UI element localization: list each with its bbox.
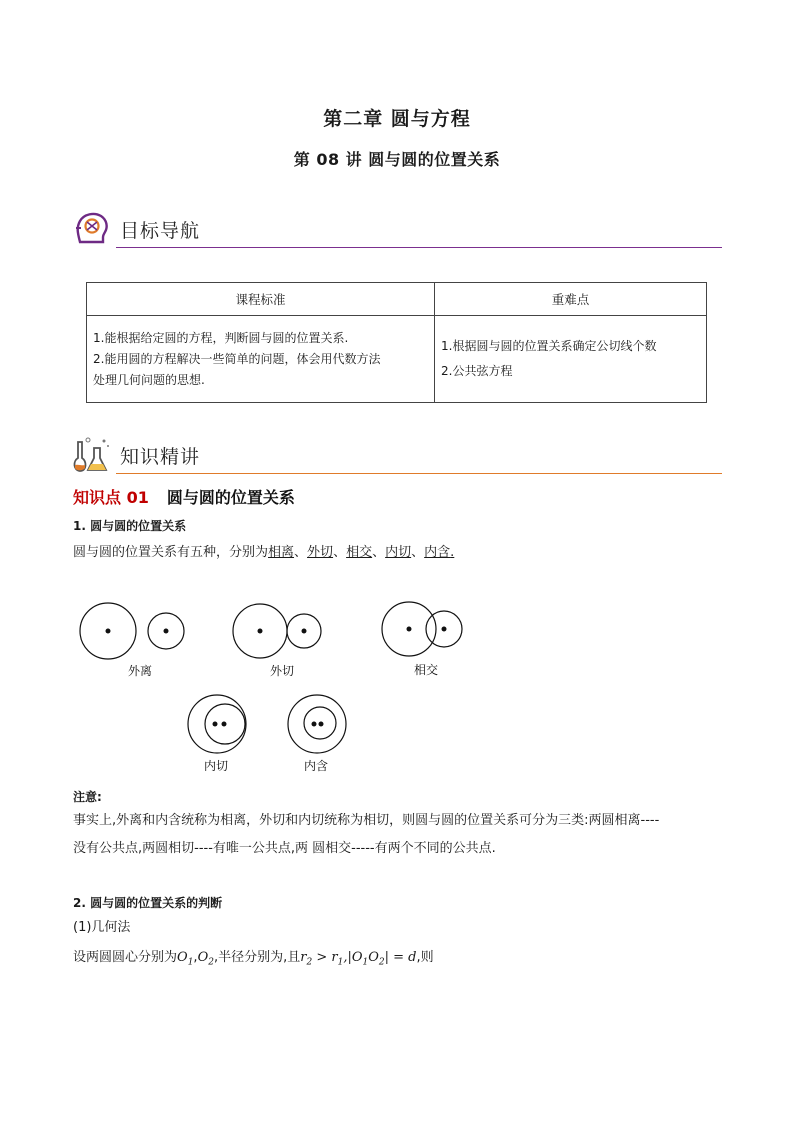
statement-text: ,半径分别为,且 [213,950,301,965]
standard-line: 1.能根据给定圆的方程，判断圆与圆的位置关系. [93,330,349,345]
relation-term: 相离 [268,545,295,560]
knowledge-point-name: 圆与圆的位置关系 [166,488,295,507]
subscript: 2 [306,957,313,968]
part2-statement [73,945,434,976]
symbol-o: O [197,950,209,965]
statement-text: 设两圆圆心分别为 [73,950,178,965]
caption-intersect: 相交 [414,663,439,677]
separator: 、 [294,545,308,560]
difficulty-line: 1.根据圆与圆的位置关系确定公切线个数 [441,339,657,353]
contained-circles [288,695,346,753]
note-line-1: 事实上,外离和内含统称为相离，外切和内切统称为相切，则圆与圆的位置关系可分为三类:两圆相离---- [73,813,660,828]
curriculum-table [86,282,707,403]
lab-flask-icon [72,434,112,474]
standard-line: 2.能用圆的方程解决一些简单的问题，体会用代数方法 [93,351,381,366]
section-knowledge-label: 知识精讲 [120,446,201,468]
statement-text: ,则 [416,950,434,965]
subscript: 2 [378,957,385,968]
circle-relations-figure [0,590,794,780]
subscript: 1 [187,957,194,968]
abs-close: | = [384,950,409,965]
section-knowledge-header [72,434,722,474]
subscript: 1 [337,957,344,968]
difficulty-line: 2.公共弦方程 [441,364,513,378]
caption-contained: 内含 [304,759,329,773]
caption-external-tangent: 外切 [270,664,295,678]
section-goals-header [72,208,722,248]
greater-than: > [312,950,332,965]
section-goals-label: 目标导航 [120,220,201,242]
section-knowledge-divider [116,473,722,474]
relation-term: 内含 [424,545,451,560]
symbol-o: O [368,950,379,965]
chapter-title: 第二章 圆与方程 [323,108,471,130]
period: . [450,545,455,560]
intro-text: 圆与圆的位置关系有五种，分别为 [73,545,269,560]
comma: , [193,950,198,965]
part2-method: (1)几何法 [73,920,131,935]
relation-term: 外切 [307,545,334,560]
section-goals-divider [116,247,722,248]
symbol-o: O [177,950,188,965]
knowledge-point-number: 知识点 01 [73,488,149,507]
relation-term: 内切 [385,545,412,560]
relation-term: 相交 [346,545,373,560]
symbol-d: d [408,950,417,965]
caption-internal-tangent: 内切 [204,759,229,773]
subscript: 2 [208,957,214,968]
separator: 、 [333,545,347,560]
note-heading: 注意: [73,790,102,804]
separator: 、 [372,545,386,560]
brain-head-icon [72,208,112,248]
abs-open: ,|O [343,950,363,965]
subscript: 1 [362,957,369,968]
externally-tangent-circles [233,604,321,658]
caption-separate: 外离 [128,664,153,678]
part1-intro-paragraph [73,540,454,566]
lecture-title: 第 08 讲 圆与圆的位置关系 [293,150,501,169]
standard-line: 处理几何问题的思想. [93,372,205,387]
note-line-2: 没有公共点,两圆相切----有唯一公共点,两 圆相交-----有两个不同的公共点. [73,841,496,856]
part1-heading: 1. 圆与圆的位置关系 [73,519,187,533]
knowledge-point-title [73,485,295,508]
table-cell-difficulty [435,316,707,403]
table-header-standard: 课程标准 [87,283,435,316]
separate-circles [80,603,184,659]
intersecting-circles [382,602,462,656]
symbol-r: r [331,950,338,965]
symbol-r: r [300,950,307,965]
part2-heading: 2. 圆与圆的位置关系的判断 [73,896,223,910]
table-header-difficulty: 重难点 [435,283,707,316]
internally-tangent-circles [188,695,246,753]
separator: 、 [411,545,425,560]
table-cell-standard [87,316,435,403]
